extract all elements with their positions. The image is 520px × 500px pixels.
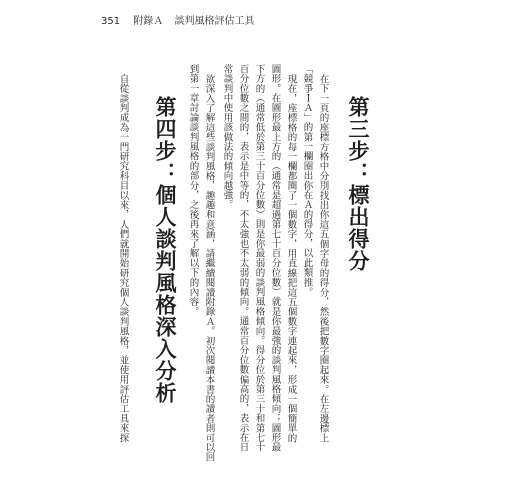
running-header (101, 12, 254, 27)
body-column: 到第一章討論談判風格的部分，之後再來了解以下的內容。 (187, 64, 199, 317)
chapter-title: 談判風格評估工具 (174, 16, 255, 27)
section-heading-step3: 第三步：標出得分 (346, 96, 371, 272)
body-column: 圖形。在圖形最上方的（通常是超過第七十百分位數）就是你最強的談判風格傾向；圖形最 (269, 64, 281, 452)
page-number: 351 (101, 16, 121, 27)
body-column: 欲深入了解這些談判風格，趣趣和意涵，請繼續閱讀附錄Ａ。初次閱讀本書的讀者則可以回 (203, 74, 215, 462)
body-column: 自從談判成為一門研究科目以來，人們就開始研究個人談判風格，並使用評估工具來探 (117, 74, 129, 443)
section-heading-step4: 第四步：個人談判風格深入分析 (153, 96, 178, 404)
body-column: 現在，座標格的每一欄都圈了一個數字，用直線把這五個數字連起來，形成一個簡單的 (285, 74, 297, 443)
chapter-label: 附錄Ａ (133, 16, 164, 27)
body-column: 「競爭ＩＡ」的第一欄圈出你在Ａ的得分，以此類推。 (301, 64, 313, 297)
body-column: 百分位數之間的，表示是中等的，不太強也不太弱的傾向。通常百分位數偏高的，表示在日 (237, 64, 249, 452)
body-column: 下方的（通常低於第三十百分位數）則是你最弱的談判風格傾向。得分位於第三十和第七十 (253, 64, 265, 452)
body-column: 在下一頁的座標方格中分別找出你這五個字母的得分，然後把數字圈起來。在左邊標上 (317, 74, 329, 443)
body-column: 常談判中使用該做法的傾向越強。 (221, 64, 233, 210)
